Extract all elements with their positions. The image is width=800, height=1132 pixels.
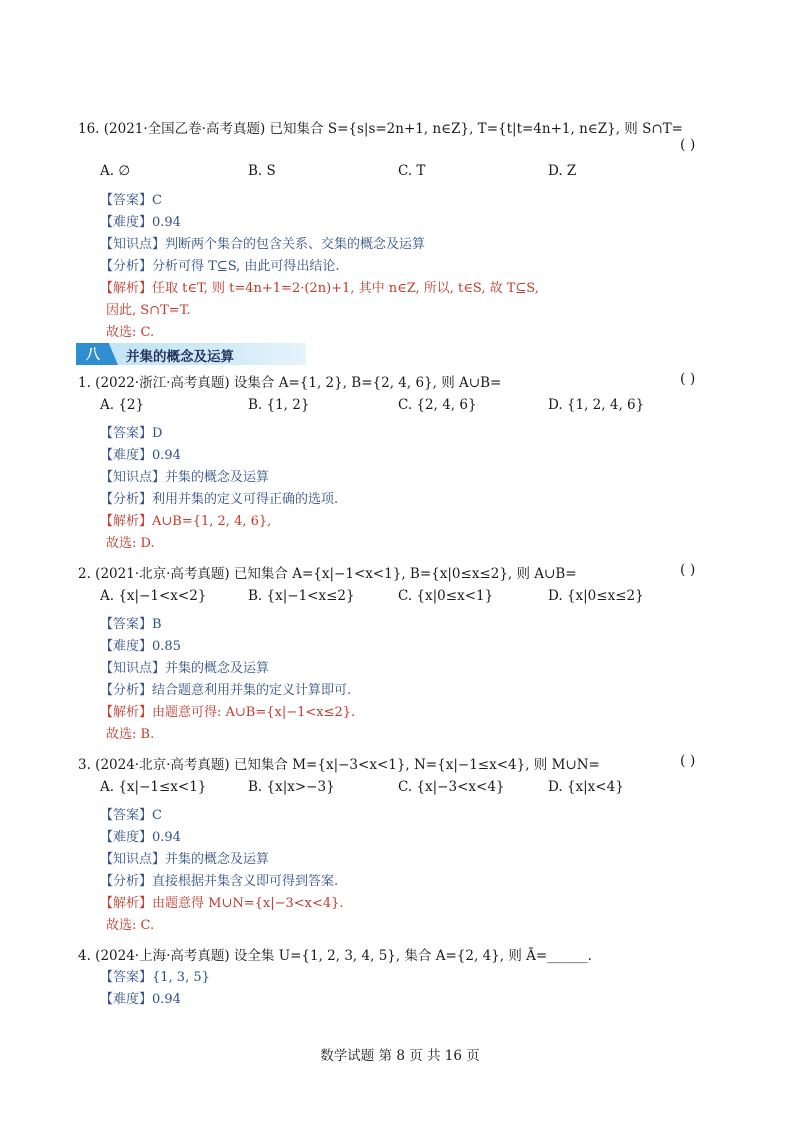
question-3-knowledge: 【知识点】并集的概念及运算 bbox=[100, 852, 270, 867]
question-2-answer: 【答案】B bbox=[100, 617, 162, 632]
question-3-solution-line-1: 【解析】由题意得 M∪N={x|−3<x<4}. bbox=[100, 896, 344, 911]
question-3-difficulty: 【难度】0.94 bbox=[100, 830, 181, 845]
question-1-answer: 【答案】D bbox=[100, 426, 163, 441]
section-title: 并集的概念及运算 bbox=[126, 349, 234, 365]
question-3-stem: 3. (2024·北京·高考真题) 已知集合 M={x|−3<x<1}, N={x|−1≤x<4}, 则 M∪N= bbox=[78, 757, 600, 773]
question-16-solution-line-2: 因此, S∩T=T. bbox=[106, 303, 191, 318]
question-1-solution-line-1: 【解析】A∪B={1, 2, 4, 6}, bbox=[100, 514, 272, 529]
question-16-solution-line-1: 【解析】任取 t∈T, 则 t=4n+1=2·(2n)+1, 其中 n∈Z, 所以, t∈S, 故 T⊆S, bbox=[100, 281, 539, 296]
question-2-option-a: A. {x|−1<x<2} bbox=[100, 588, 207, 604]
question-16-difficulty: 【难度】0.94 bbox=[100, 215, 181, 230]
question-1-knowledge: 【知识点】并集的概念及运算 bbox=[100, 470, 270, 485]
question-16-option-c: C. T bbox=[398, 163, 426, 179]
page-footer: 数学试题 第 8 页 共 16 页 bbox=[320, 1048, 480, 1064]
question-1-solution-line-2: 故选: D. bbox=[106, 536, 155, 551]
question-2-answer-paren: ( ) bbox=[680, 562, 696, 578]
question-4-difficulty: 【难度】0.94 bbox=[100, 992, 181, 1007]
question-16-analysis: 【分析】分析可得 T⊆S, 由此可得出结论. bbox=[100, 259, 340, 274]
question-16-solution-line-3: 故选: C. bbox=[106, 325, 155, 340]
question-4-answer: 【答案】{1, 3, 5} bbox=[100, 970, 210, 985]
question-1-stem: 1. (2022·浙江·高考真题) 设集合 A={1, 2}, B={2, 4, 6}, 则 A∪B= bbox=[78, 375, 502, 391]
question-3-analysis: 【分析】直接根据并集含义即可得到答案. bbox=[100, 874, 339, 889]
question-16-knowledge: 【知识点】判断两个集合的包含关系、交集的概念及运算 bbox=[100, 237, 426, 252]
section-number: 八 bbox=[86, 347, 100, 363]
question-16-option-d: D. Z bbox=[548, 163, 577, 179]
question-1-option-a: A. {2} bbox=[100, 397, 145, 413]
question-2-option-c: C. {x|0≤x<1} bbox=[398, 588, 494, 604]
question-2-difficulty: 【难度】0.85 bbox=[100, 639, 181, 654]
question-3-answer: 【答案】C bbox=[100, 808, 162, 823]
question-2-solution-line-1: 【解析】由题意可得: A∪B={x|−1<x≤2}. bbox=[100, 705, 356, 720]
question-3-option-c: C. {x|−3<x<4} bbox=[398, 779, 505, 795]
question-1-option-b: B. {1, 2} bbox=[248, 397, 310, 413]
question-1-difficulty: 【难度】0.94 bbox=[100, 448, 181, 463]
question-16-stem: 16. (2021·全国乙卷·高考真题) 已知集合 S={s|s=2n+1, n∈Z}, T={t|t=4n+1, n∈Z}, 则 S∩T= bbox=[78, 121, 683, 137]
question-3-option-b: B. {x|x>−3} bbox=[248, 779, 335, 795]
question-1-analysis: 【分析】利用并集的定义可得正确的选项. bbox=[100, 492, 339, 507]
question-2-knowledge: 【知识点】并集的概念及运算 bbox=[100, 661, 270, 676]
question-3-option-a: A. {x|−1≤x<1} bbox=[100, 779, 207, 795]
question-16-answer: 【答案】C bbox=[100, 193, 162, 208]
question-3-option-d: D. {x|x<4} bbox=[548, 779, 624, 795]
question-3-answer-paren: ( ) bbox=[680, 753, 696, 769]
question-2-solution-line-2: 故选: B. bbox=[106, 727, 155, 742]
question-16-option-a: A. ∅ bbox=[100, 163, 131, 179]
question-16-answer-paren: ( ) bbox=[680, 137, 696, 153]
question-2-analysis: 【分析】结合题意利用并集的定义计算即可. bbox=[100, 683, 352, 698]
question-2-option-d: D. {x|0≤x≤2} bbox=[548, 588, 644, 604]
question-2-option-b: B. {x|−1<x≤2} bbox=[248, 588, 355, 604]
question-1-answer-paren: ( ) bbox=[680, 371, 696, 387]
question-1-option-c: C. {2, 4, 6} bbox=[398, 397, 477, 413]
question-16-option-b: B. S bbox=[248, 163, 276, 179]
question-3-solution-line-2: 故选: C. bbox=[106, 918, 155, 933]
question-1-option-d: D. {1, 2, 4, 6} bbox=[548, 397, 645, 413]
question-2-stem: 2. (2021·北京·高考真题) 已知集合 A={x|−1<x<1}, B={x|0≤x≤2}, 则 A∪B= bbox=[78, 566, 577, 582]
question-4-stem: 4. (2024·上海·高考真题) 设全集 U={1, 2, 3, 4, 5}, 集合 A={2, 4}, 则 Ā=______. bbox=[78, 948, 592, 964]
